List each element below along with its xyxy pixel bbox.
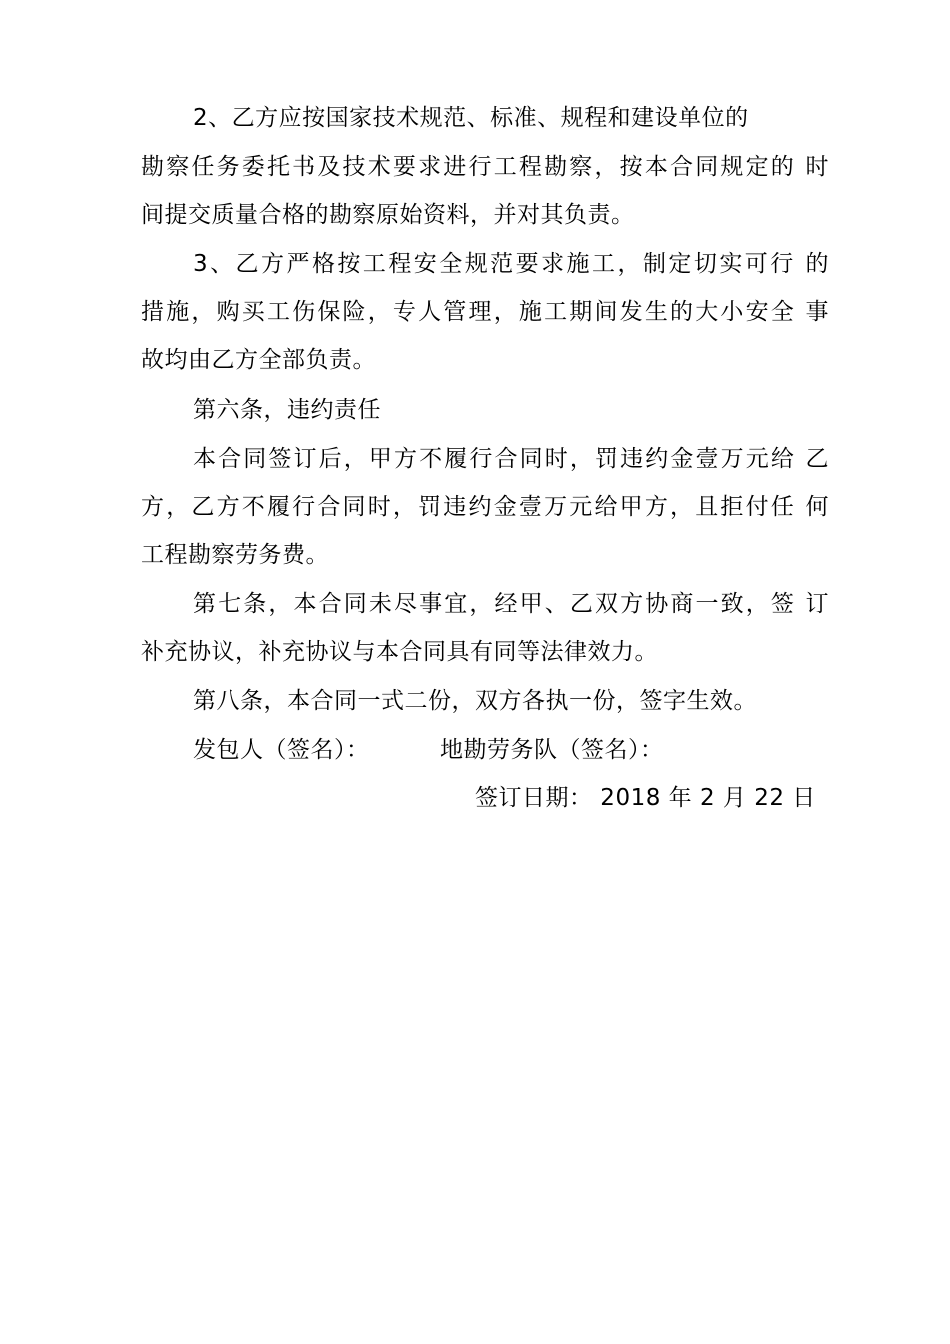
- clause5-item3-line2: 措施，购买工伤保险，专人管理，施工期间发生的大小安全 事: [141, 299, 829, 325]
- signing-date: 签订日期： 2018 年 2 月 22 日: [475, 785, 816, 811]
- party-a-signature-label: 发包人（签名）：: [193, 737, 370, 763]
- clause5-item3-line1: 3、乙方严格按工程安全规范要求施工，制定切实可行 的: [193, 251, 829, 277]
- clause5-item2-line1: 2、乙方应按国家技术规范、标准、规程和建设单位的: [193, 105, 749, 131]
- party-b-signature-label: 地勘劳务队（签名）：: [440, 737, 664, 763]
- clause5-item2-line2: 勘察任务委托书及技术要求进行工程勘察，按本合同规定的 时: [141, 154, 829, 180]
- clause6-line3: 工程勘察劳务费。: [141, 542, 329, 568]
- clause6-line2: 方，乙方不履行合同时，罚违约金壹万元给甲方，且拒付任 何: [141, 494, 829, 520]
- clause7-line2: 补充协议，补充协议与本合同具有同等法律效力。: [141, 639, 658, 665]
- clause5-item2-line3: 间提交质量合格的勘察原始资料，并对其负责。: [141, 202, 635, 228]
- clause7-line1: 第七条，本合同未尽事宜，经甲、乙双方协商一致，签 订: [193, 591, 829, 617]
- clause5-item3-line3: 故均由乙方全部负责。: [141, 347, 376, 373]
- clause8-line1: 第八条，本合同一式二份，双方各执一份，签字生效。: [193, 688, 757, 714]
- clause6-heading: 第六条，违约责任: [193, 397, 381, 423]
- clause6-line1: 本合同签订后，甲方不履行合同时，罚违约金壹万元给 乙: [193, 446, 829, 472]
